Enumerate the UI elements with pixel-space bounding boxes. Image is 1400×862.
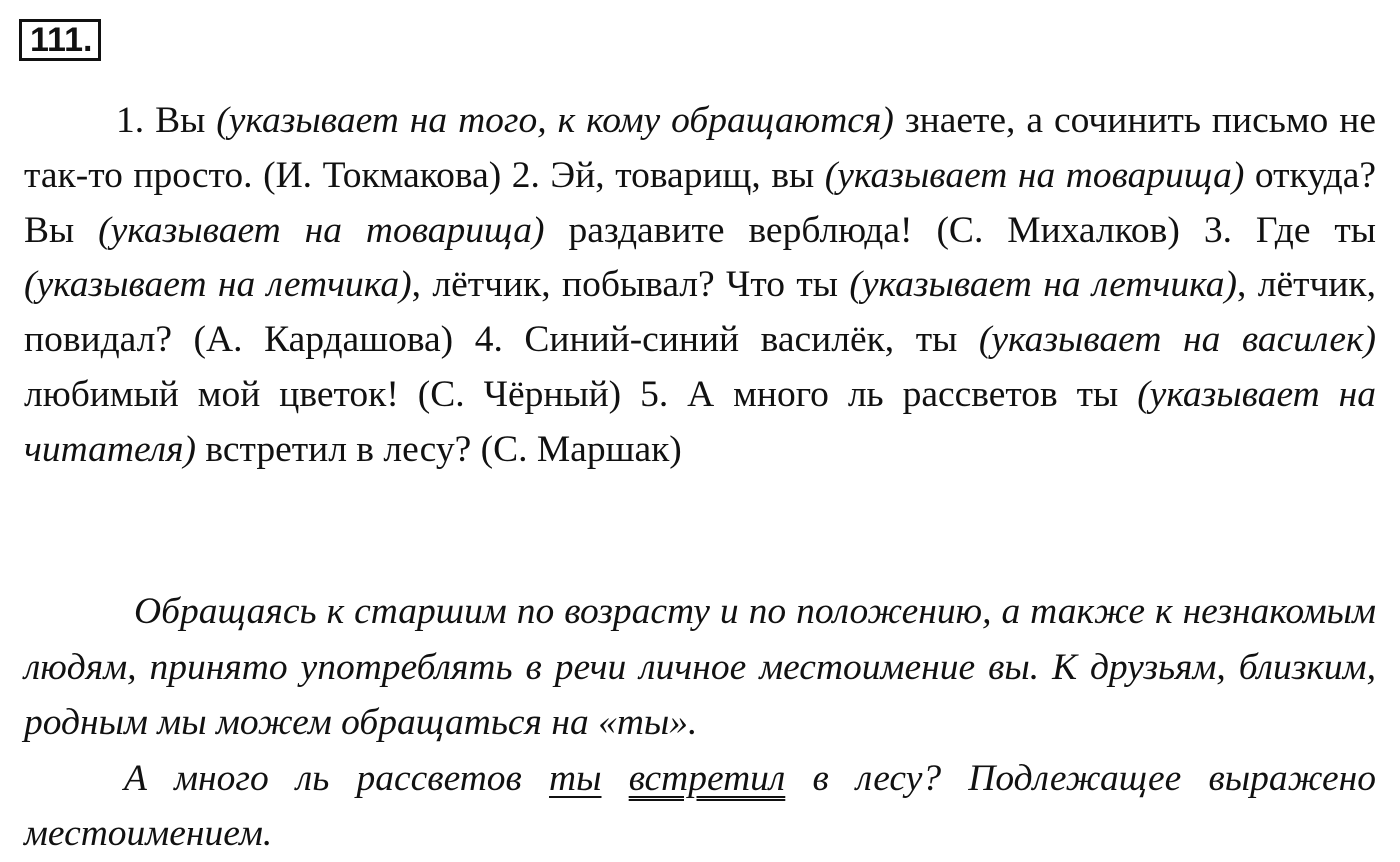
remark: (указывает на товарища)	[98, 209, 545, 251]
text-run: 1. Вы	[116, 100, 217, 141]
exercise-text	[24, 94, 1376, 478]
rule-sentence: Обращаясь к старшим по возрасту и по положению, а также к незнакомым людям, принято употреблять в речи личное местоимение вы. К друзьям, близким, родным мы можем обращаться на «ты».	[24, 591, 1376, 743]
remark: (указывает на василек)	[978, 319, 1377, 361]
exercise-number-dot: .	[82, 21, 93, 59]
text-run: раздавите верблюда! (С. Михалков) 3. Где ты	[544, 209, 1376, 251]
exercise-number-box	[19, 19, 101, 61]
predicate-underlined: встретил	[628, 757, 786, 799]
rule-text	[24, 584, 1376, 862]
example-run: А много ль рассветов	[124, 757, 550, 799]
text-run: откуда? Вы	[24, 154, 1377, 251]
text-run: , лётчик, повидал? (А. Кардашова) 4. Синий-синий василёк, ты	[24, 264, 1376, 361]
example-run: в лесу? Подлежащее выражено местоимением.	[24, 757, 1377, 854]
example-run	[602, 758, 629, 799]
text-run: встретил в лесу? (С. Маршак)	[196, 428, 682, 470]
remark: (указывает на того, к кому обращаются)	[216, 100, 894, 141]
subject-underlined: ты	[549, 757, 602, 799]
text-run: , лётчик, побывал? Что ты	[411, 264, 850, 306]
remark: (указывает на читателя)	[24, 373, 1376, 470]
remark: (указывает на летчика)	[24, 264, 412, 306]
rule-paragraph	[24, 584, 1376, 751]
text-run: знаете, а сочинить письмо не так-то просто. (И. Токмакова) 2. Эй, товарищ, вы	[24, 100, 1376, 196]
text-run: любимый мой цветок! (С. Чёрный) 5. А много ль рассветов ты	[24, 373, 1138, 415]
rule-example	[24, 751, 1376, 862]
remark: (указывает на летчика)	[849, 264, 1237, 306]
remark: (указывает на товарища)	[824, 154, 1245, 196]
exercise-number: 111	[30, 21, 83, 59]
